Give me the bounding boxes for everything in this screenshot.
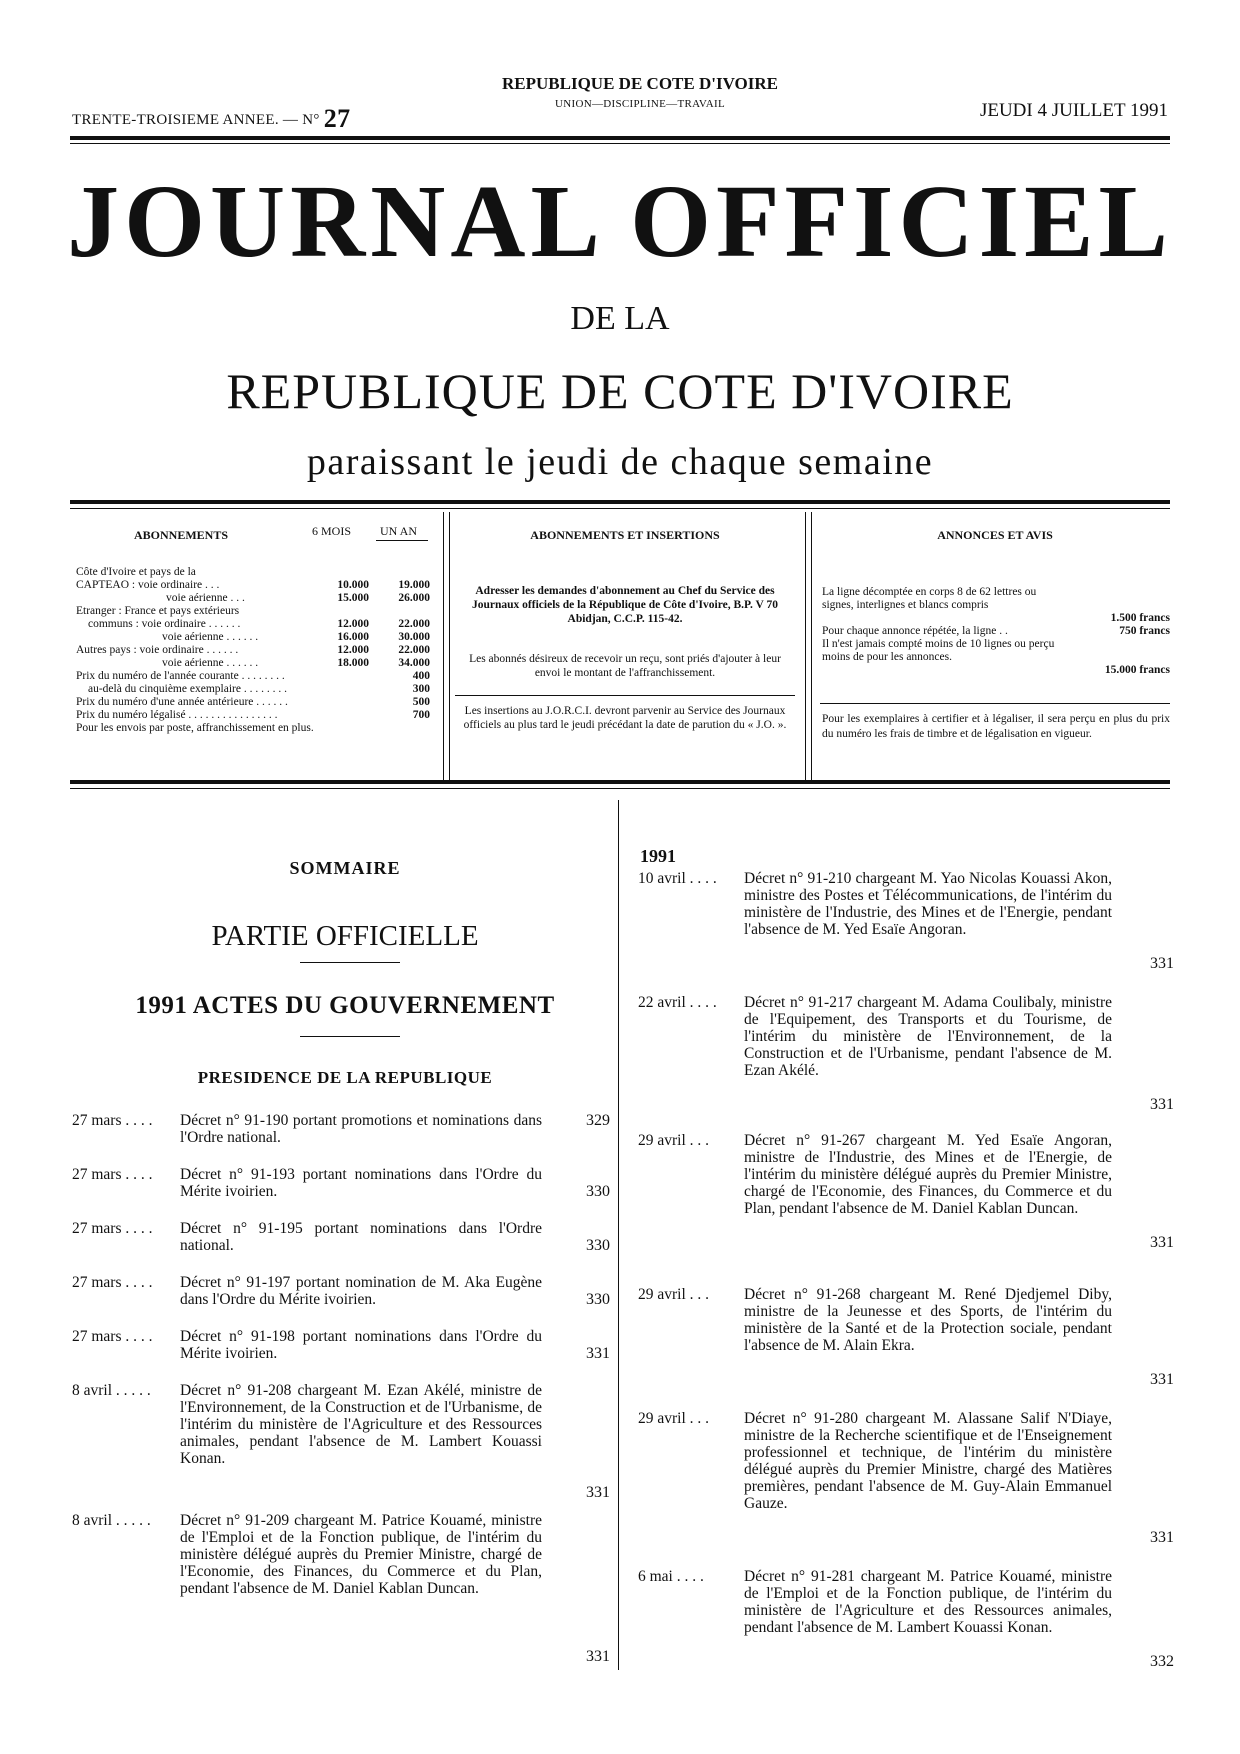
- price-row: Prix du numéro légalisé . . . . . . . . . . . . . . . . 700: [76, 709, 430, 721]
- insertions-deadline: Les insertions au J.O.R.C.I. devront parvenir au Service des Journaux officiels au plus tard le jeudi précédant la date de parution du « J.O. ».: [463, 705, 787, 731]
- section-rule-thin: [70, 788, 1170, 789]
- entry-date: 8 avril . . . . .: [72, 1382, 151, 1399]
- issue-date: JEUDI 4 JUILLET 1991: [979, 100, 1168, 121]
- box-divider-1: [443, 512, 444, 780]
- annonces-divider: [820, 703, 1170, 704]
- annonces-line3: Il n'est jamais compté moins de 10 lignes ou perçu moins de pour les annonces.: [822, 638, 1055, 663]
- entry-date: 10 avril . . . .: [638, 870, 717, 887]
- issue-line: [72, 104, 350, 134]
- column-divider: [618, 800, 619, 1670]
- entry-text: Décret n° 91-209 chargeant M. Patrice Kouamé, ministre de l'Emploi et de la Fonction publique, de l'intérim du ministère délégué auprès du Premier Ministre, chargé de l'Economie, des Finances, du Commerce et du Plan, pendant l'absence de M. Daniel Kablan Duncan.: [180, 1512, 542, 1597]
- entry-page: 330: [586, 1183, 610, 1200]
- entry-page: 331: [1150, 1371, 1174, 1388]
- price-row: CAPTEAO : voie ordinaire . . . 10.000 19.000: [76, 579, 430, 591]
- entry-date: 27 mars . . . .: [72, 1220, 153, 1237]
- entry-page: 331: [1150, 1096, 1174, 1113]
- entry-text: Décret n° 91-197 portant nomination de M. Aka Eugène dans l'Ordre du Mérite ivoirien.: [180, 1274, 542, 1308]
- price-row: voie aérienne . . . . . . 18.000 34.000: [162, 657, 430, 669]
- masthead-rule: [70, 136, 1170, 140]
- entry-text: Décret n° 91-280 chargeant M. Alassane Salif N'Diaye, ministre de la Recherche scientifique et de l'Enseignement professionnel et technique, de l'intérim du ministère délégué auprès du Premier Ministre, chargé des Matières premières, pendant l'absence de M. Guy-Alain Emmanuel Gauze.: [744, 1410, 1112, 1512]
- annonces-line2: Pour chaque annonce répétée, la ligne . .: [822, 625, 1008, 637]
- entry-page: 331: [1150, 1529, 1174, 1546]
- republic-name: REPUBLIQUE DE COTE D'IVOIRE: [502, 74, 778, 93]
- entry-date: 27 mars . . . .: [72, 1166, 153, 1183]
- abonnements-header: ABONNEMENTS: [134, 528, 229, 542]
- entry-text: Décret n° 91-210 chargeant M. Yao Nicolas Kouassi Akon, ministre des Postes et Télécommunications, de l'intérim du ministère de l'Industrie, des Mines et de l'Energie, pendant l'absence de M. Yed Esaïe Angoran.: [744, 870, 1112, 938]
- entry-text: Décret n° 91-208 chargeant M. Ezan Akélé, ministre de l'Environnement, de la Construction et de l'Urbanisme, de l'intérim du ministère de l'Agriculture et des Ressources animales, pendant l'absence de M. Lambert Kouassi Konan.: [180, 1382, 542, 1467]
- entry-text: Décret n° 91-193 portant nominations dans l'Ordre du Mérite ivoirien.: [180, 1166, 542, 1200]
- publication-frequency: paraissant le jeudi de chaque semaine: [306, 441, 934, 483]
- insertions-header: ABONNEMENTS ET INSERTIONS: [530, 528, 720, 542]
- annonces-header: ANNONCES ET AVIS: [937, 528, 1053, 542]
- presidence-heading: PRESIDENCE DE LA REPUBLIQUE: [197, 1068, 493, 1087]
- entry-page: 331: [586, 1345, 610, 1362]
- section-rule: [70, 780, 1170, 784]
- annonces-line1-price: 1.500 francs: [1110, 612, 1170, 624]
- masthead-rule-thin: [70, 143, 1170, 144]
- entry-page: 331: [586, 1648, 610, 1665]
- entry-page: 331: [1150, 955, 1174, 972]
- entry-page: 330: [586, 1291, 610, 1308]
- col-underline: [376, 540, 428, 541]
- entry-text: Décret n° 91-217 chargeant M. Adama Coulibaly, ministre de l'Equipement, des Transports et du Tourisme, de l'intérim du ministère de l'Environnement, de la Construction et de l'Urbanisme, pendant l'absence de M. Ezan Akélé.: [744, 994, 1112, 1079]
- de-la-line: DE LA: [570, 300, 670, 337]
- actes-rule: [300, 1036, 400, 1037]
- entry-date: 27 mars . . . .: [72, 1328, 153, 1345]
- entry-page: 332: [1150, 1653, 1174, 1670]
- year-label: TRENTE-TROISIEME ANNEE. — N°: [72, 112, 320, 128]
- price-row: communs : voie ordinaire . . . . . . 12.000 22.000: [88, 618, 430, 630]
- issue-number: 27: [323, 104, 351, 133]
- entry-page: 331: [586, 1484, 610, 1501]
- entry-text: Décret n° 91-268 chargeant M. René Djedjemel Diby, ministre de la Jeunesse et des Sports, de l'intérim du ministère de la Santé et de la Protection sociale, pendant l'absence de M. Alain Ekra.: [744, 1286, 1112, 1354]
- price-row: Pour les envois par poste, affranchissement en plus.: [76, 722, 314, 734]
- national-motto: UNION—DISCIPLINE—TRAVAIL: [555, 98, 725, 110]
- partie-rule: [300, 962, 400, 963]
- entry-page: 330: [586, 1237, 610, 1254]
- price-row: au-delà du cinquième exemplaire . . . . . . . . 300: [88, 683, 430, 695]
- entry-text: Décret n° 91-267 chargeant M. Yed Esaïe Angoran, ministre de l'Industrie, des Mines et de l'Energie, de l'intérim du ministère délégué auprès du Premier Ministre, chargé de l'Economie, des Finances, du Commerce et du Plan, pendant l'absence de M. Daniel Kablan Duncan.: [744, 1132, 1112, 1217]
- entry-date: 27 mars . . . .: [72, 1112, 153, 1129]
- entry-date: 29 avril . . .: [638, 1132, 710, 1149]
- journal-title: JOURNAL OFFICIEL: [67, 164, 1173, 279]
- header-rule: [70, 500, 1170, 504]
- annonces-note: Pour les exemplaires à certifier et à légaliser, il sera perçu en plus du prix du numéro les frais de timbre et de légalisation en vigueur.: [822, 713, 1170, 740]
- price-row: voie aérienne . . . 15.000 26.000: [166, 592, 430, 604]
- entry-page: 331: [1150, 1234, 1174, 1251]
- insertions-divider: [455, 695, 795, 696]
- price-row: Côte d'Ivoire et pays de la: [76, 566, 196, 578]
- republic-title: REPUBLIQUE DE COTE D'IVOIRE: [226, 363, 1014, 419]
- price-row: Prix du numéro d'une année antérieure . . . . . . 500: [76, 696, 430, 708]
- box-divider-2b: [811, 512, 812, 780]
- actes-heading: 1991 ACTES DU GOUVERNEMENT: [135, 992, 555, 1019]
- annonces-line1: La ligne décomptée en corps 8 de 62 lettres ou signes, interlignes et blancs compris: [822, 586, 1037, 611]
- insertions-receipt: Les abonnés désireux de recevoir un reçu, sont priés d'ajouter à leur envoi le montant de l'affranchissement.: [469, 653, 781, 679]
- entry-text: Décret n° 91-198 portant nominations dans l'Ordre du Mérite ivoirien.: [180, 1328, 542, 1362]
- partie-officielle: PARTIE OFFICIELLE: [211, 920, 479, 952]
- entry-text: Décret n° 91-281 chargeant M. Patrice Kouamé, ministre de l'Emploi et de la Fonction publique, de l'intérim du ministère de l'Agriculture et des Ressources animales, pendant l'absence de M. Lambert Kouassi Konan.: [744, 1568, 1112, 1636]
- price-row: voie aérienne . . . . . . 16.000 30.000: [162, 631, 430, 643]
- col-6-mois: 6 MOIS: [312, 524, 352, 538]
- entry-date: 8 avril . . . . .: [72, 1512, 151, 1529]
- entry-date: 29 avril . . .: [638, 1286, 710, 1303]
- right-year: 1991: [640, 846, 676, 866]
- entry-text: Décret n° 91-190 portant promotions et nominations dans l'Ordre national.: [180, 1112, 542, 1146]
- entry-page: 329: [586, 1112, 610, 1129]
- price-row: Prix du numéro de l'année courante . . . . . . . . 400: [76, 670, 430, 682]
- sommaire-title: SOMMAIRE: [289, 858, 401, 878]
- price-row: Autres pays : voie ordinaire . . . . . . 12.000 22.000: [76, 644, 430, 656]
- header-rule-thin: [70, 508, 1170, 509]
- price-row: Etranger : France et pays extérieurs: [76, 605, 240, 617]
- entry-date: 29 avril . . .: [638, 1410, 710, 1427]
- box-divider-1b: [449, 512, 450, 780]
- entry-text: Décret n° 91-195 portant nominations dans l'Ordre national.: [180, 1220, 542, 1254]
- entry-date: 22 avril . . . .: [638, 994, 717, 1011]
- box-divider-2: [805, 512, 806, 780]
- col-un-an: UN AN: [380, 524, 418, 538]
- republic-header: [440, 74, 840, 110]
- insertions-address: Adresser les demandes d'abonnement au Chef du Service des Journaux officiels de la République de Côte d'Ivoire, B.P. V 70 Abidjan, C.C.P. 115-42.: [472, 585, 778, 625]
- annonces-line2-price: 750 francs: [1119, 625, 1170, 637]
- annonces-line3-price: 15.000 francs: [1104, 664, 1170, 676]
- entry-date: 27 mars . . . .: [72, 1274, 153, 1291]
- entry-date: 6 mai . . . .: [638, 1568, 704, 1585]
